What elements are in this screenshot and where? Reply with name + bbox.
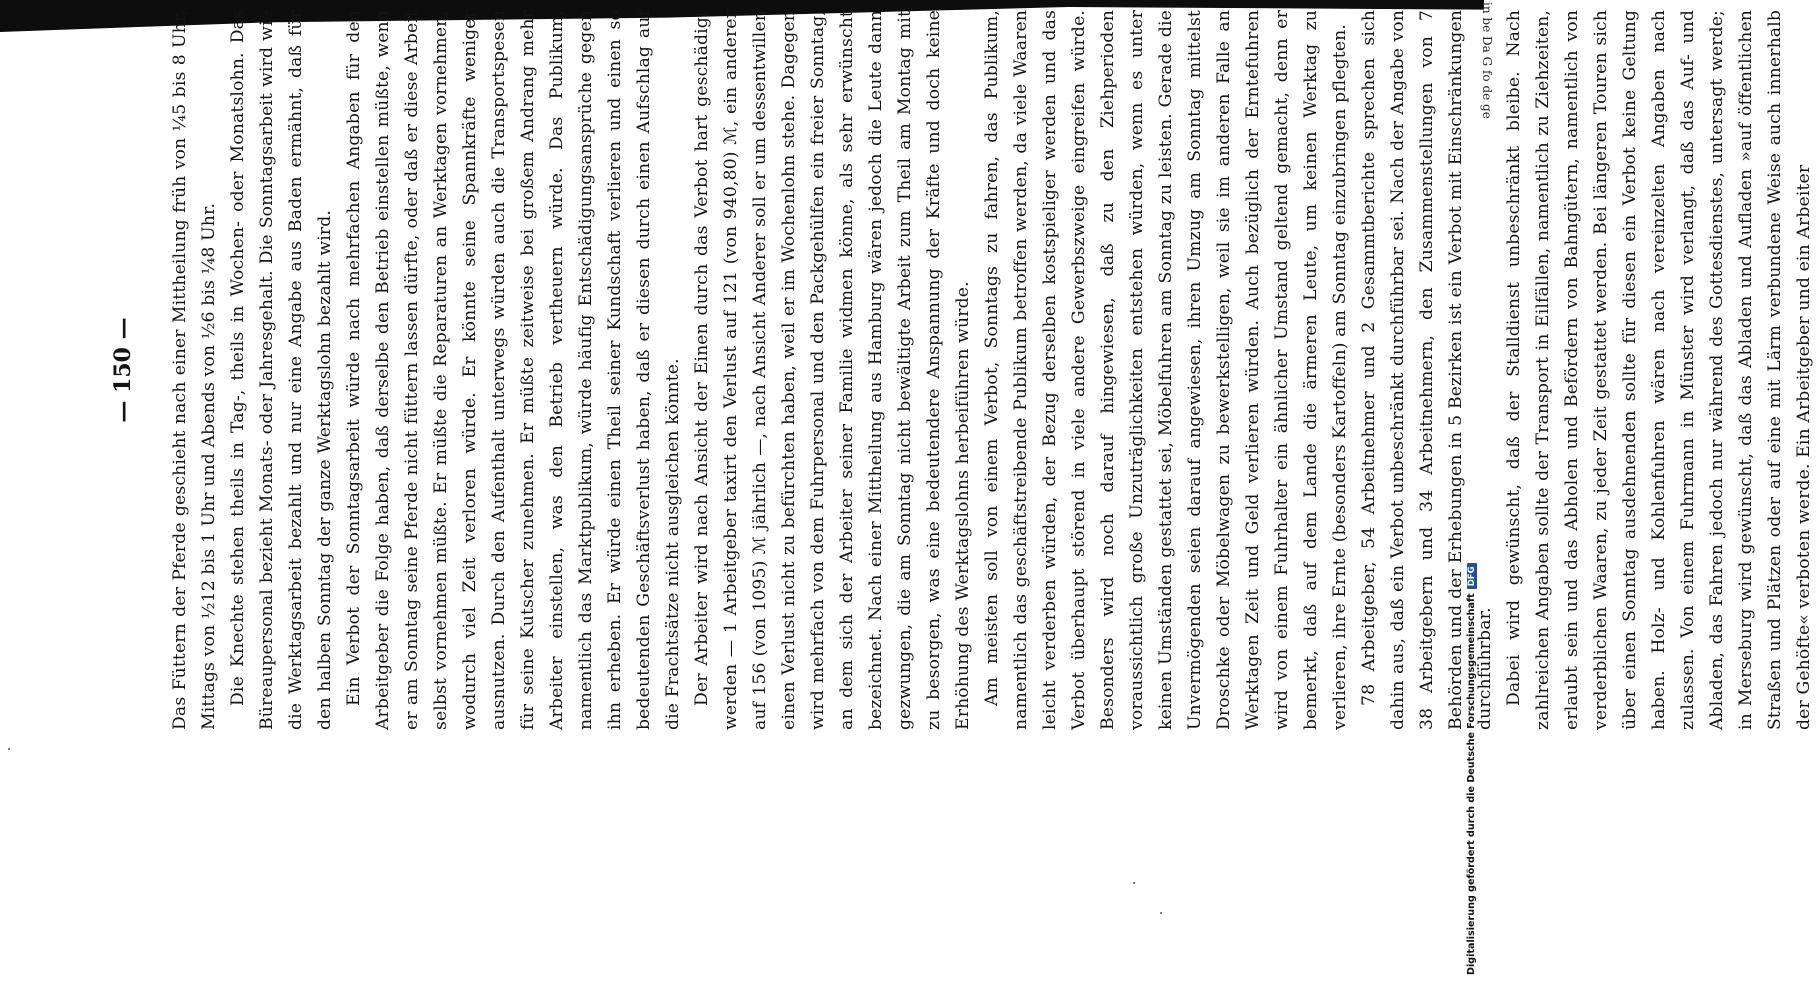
dfg-logo: DFG (1467, 563, 1477, 589)
page-number: — 150 — (110, 317, 136, 423)
page-body (166, 10, 1819, 730)
paragraph-5: Am meisten soll von einem Verbot, Sonntags zu fahren, das Publikum, namentlich das geschäftstreibende Publikum betroffen werden, da viele Waaren leicht verderben würden, der Bezug derselben kostspieliger werden und das Verbot überhaupt störend in viele andere Gewerbszweige eingreifen würde. Besonders wird noch darauf hingewiesen, daß zu den Ziehperioden voraussichtlich große Unzuträglichkeiten entstehen würden, wenn es unter keinen Umständen gestattet sei, Möbelfuhren am Sonntag zu leisten. Gerade die Unvermögenden seien darauf angewiesen, ihren Umzug am Sonntag mittelst Droschke oder Möbelwagen zu bewerkstelligen, weil sie im anderen Falle an Werktagen Zeit und Geld verlieren würden. Auch bezüglich der Erntefuhren wird von einem Fuhrhalter ein ähnlicher Umstand geltend gemacht, denn er bemerkt, daß auf dem Lande die ärmeren Leute, um keinen Werktag zu verlieren, ihre Ernte (besonders Kartoffeln) am Sonntag einzubringen pflegten. (982, 10, 1350, 730)
paragraph-7: Dabei wird gewünscht, daß der Stalldienst unbeschränkt bleibe. Nach zahlreichen Angaben sollte der Transport in Eilfällen, namentlich zu Ziehzeiten, erlaubt sein und das Abholen und Befördern von Bahngütern, namentlich von verderblichen Waaren, zu jeder Zeit gestattet werden. Bei längeren Touren sich über einen Sonntag ausdehnenden sollte für diesen ein Verbot keine Geltung haben. Holz- und Kohlenfuhren wären nach vereinzelten Angaben nach zulassen. Von einem Fuhrmann in Münster wird verlangt, daß das Auf- und Abladen, das Fahren jedoch nur während des Gottesdienstes, untersagt werde; in Merseburg wird gewünscht, daß das Abladen und Aufladen »auf öffentlichen Straßen und Plätzen oder auf eine mit Lärm verbundene Weise auch innerhalb der Gehöfte« verboten werde. Ein Arbeitgeber und ein Arbeiter (1504, 10, 1814, 730)
funding-note (1466, 515, 1482, 975)
scan-speck (1133, 882, 1135, 884)
paragraph-3: Ein Verbot der Sonntagsarbeit würde nach mehrfachen Angaben für den Arbeitgeber die Folge haben, daß derselbe den Betrieb einstellen müßte, wenn er am Sonntag seine Pferde nicht füttern lassen dürfte, oder daß er diese Arbeit selbst vornehmen müßte. Er müßte die Reparaturen an Werktagen vornehmen, wodurch viel Zeit verloren würde. Er könnte seine Spannkräfte weniger ausnutzen. Durch den Aufenthalt unterwegs würden auch die Transportspesen für seine Kutscher zunehmen. Er müßte zeitweise bei großem Andrang mehr Arbeiter einstellen, was den Betrieb vertheuern würde. Das Publikum, namentlich das Marktpublikum, würde häufig Entschädigungsansprüche gegen ihn erheben. Er würde einen Theil seiner Kundschaft verlieren und einen so bedeutenden Geschäftsverlust haben, daß er diesen durch einen Aufschlag auf die Frachtsätze nicht ausgleichen könnte. (344, 10, 683, 730)
scan-speck (8, 748, 10, 750)
funding-note-text: Digitalisierung gefördert durch die Deutsche Forschungsgemeinschaft (1466, 593, 1477, 975)
paragraph-1: Das Füttern der Pferde geschieht nach einer Mittheilung früh von ¼5 bis 8 Uhr, Mittags von ½12 bis 1 Uhr und Abends von ½6 bis ¼8 Uhr. (170, 10, 219, 730)
paragraph-2: Die Knechte stehen theils in Tag-, theils in Wochen- oder Monatslohn. Das Büreaupersonal bezieht Monats- oder Jahresgehalt. Die Sonntagsarbeit wird wie die Werktagsarbeit bezahlt und nur eine Angabe aus Baden ermähnt, daß für den halben Sonntag der ganze Werktagslohn bezahlt wird. (228, 10, 335, 730)
scan-speck (1160, 912, 1162, 914)
paragraph-4: Der Arbeiter wird nach Ansicht der Einen durch das Verbot hart geschädigt werden — 1 Arbeitgeber taxirt den Verlust auf 121 (von 940,80) ℳ, ein anderer auf 156 (von 1095) ℳ jährlich —, nach Ansicht Anderer soll er um dessentwillen einen Verlust nicht zu befürchten haben, weil er im Wochenlohn stehe. Dagegen wird mehrfach von dem Fuhrpersonal und den Packgehülfen ein freier Sonntag, an dem sich der Arbeiter seiner Familie widmen könne, als sehr erwünscht bezeichnet. Nach einer Mittheilung aus Hamburg wären jedoch die Leute dann gezwungen, die am Sonntag nicht bewältigte Arbeit zum Theil am Montag mit zu besorgen, was eine bedeutendere Anspannung der Kräfte und doch keine Erhöhung des Werktagslohns herbeiführen würde. (692, 10, 973, 730)
neighbor-page-fragment: in be Da G fo de ge (1480, 2, 1494, 119)
paragraph-6: 78 Arbeitgeber, 54 Arbeitnehmer und 2 Gesammtberichte sprechen sich dahin aus, daß ein Verbot unbeschränkt durchführbar sei. Nach der Angabe von 38 Arbeitgebern und 34 Arbeitnehmern, den Zusammenstellungen von 7 Behörden und der Erhebungen in 5 Bezirken ist ein Verbot mit Einschränkungen durchführbar. (1359, 10, 1495, 730)
